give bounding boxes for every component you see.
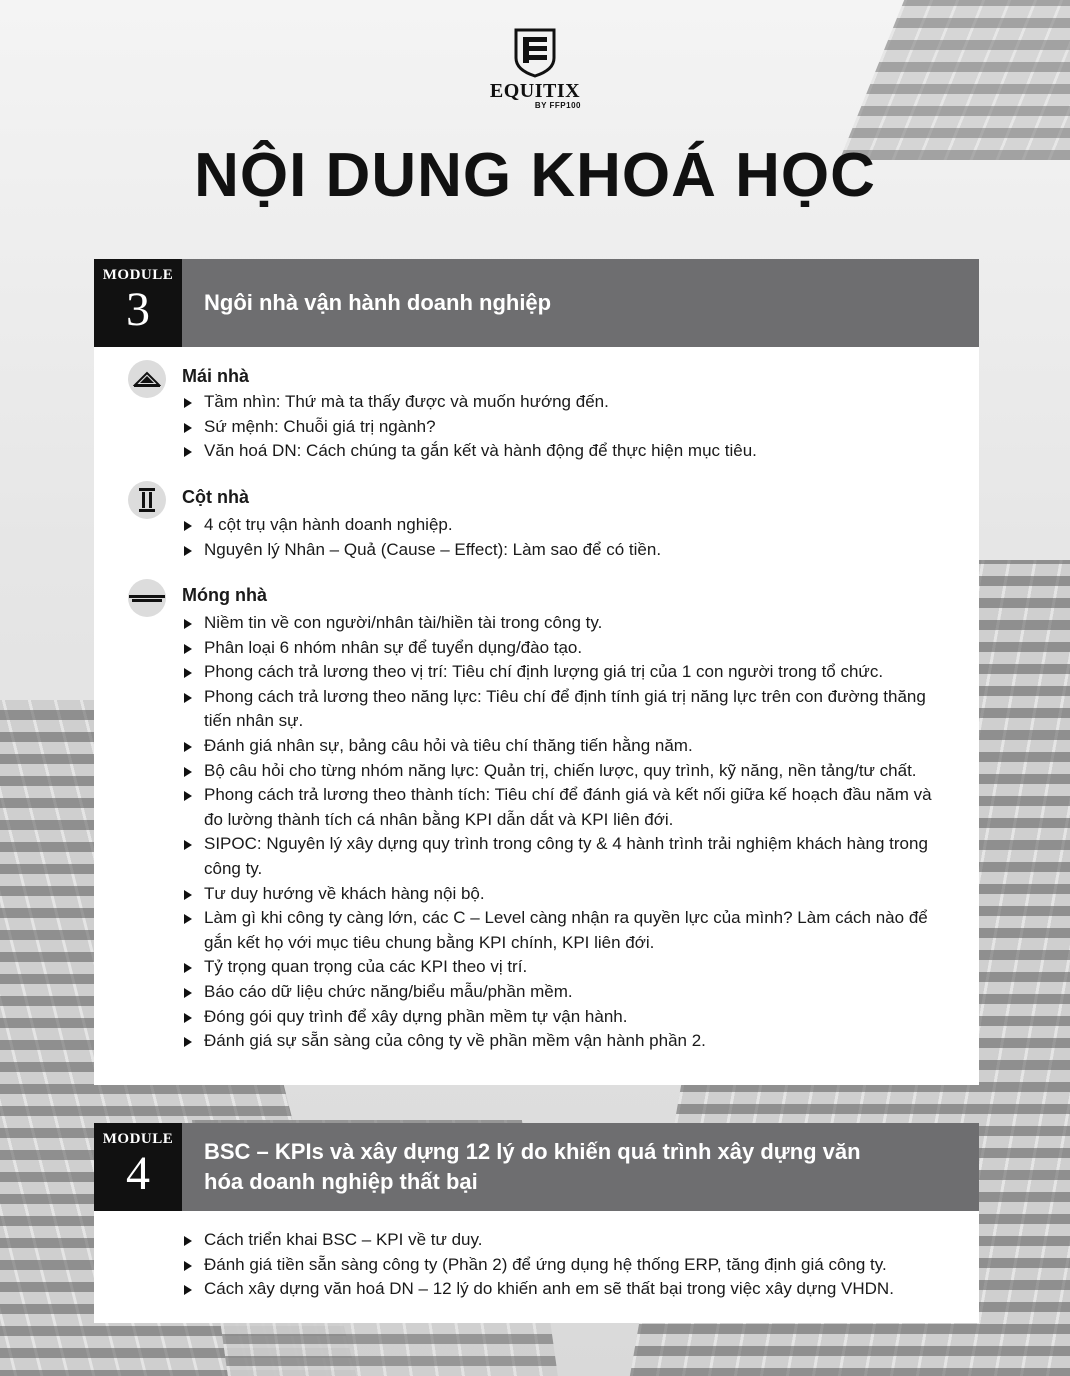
module-4-list xyxy=(182,1228,949,1302)
list-item: Báo cáo dữ liệu chức năng/biểu mẫu/phần mềm. xyxy=(182,980,949,1005)
module-3-header xyxy=(94,259,979,347)
section-title: Móng nhà xyxy=(182,585,267,605)
equitix-logo xyxy=(485,28,585,124)
foundation-list xyxy=(182,611,949,1054)
shield-logo-icon xyxy=(513,28,557,78)
roof-list xyxy=(182,390,949,464)
module-label: MODULE xyxy=(102,1131,174,1147)
list-item: Đánh giá tiền sẵn sàng công ty (Phần 2) để ứng dụng hệ thống ERP, tăng định giá công ty. xyxy=(182,1253,949,1278)
list-item: Niềm tin về con người/nhân tài/hiền tài trong công ty. xyxy=(182,611,949,636)
pillar-icon xyxy=(128,481,166,519)
page-title: NỘI DUNG KHOÁ HỌC xyxy=(194,141,876,210)
logo-wordmark: EQUITIX xyxy=(489,80,581,102)
list-item: Cách xây dựng văn hoá DN – 12 lý do khiến anh em sẽ thất bại trong việc xây dựng VHDN. xyxy=(182,1277,949,1302)
list-item: Tư duy hướng về khách hàng nội bộ. xyxy=(182,882,949,907)
module-4-card xyxy=(94,1123,979,1323)
module-title: BSC – KPIs và xây dựng 12 lý do khiến quá trình xây dựng văn hóa doanh nghiệp thất bại xyxy=(204,1139,861,1194)
logo-subtitle: BY FFP100 xyxy=(534,101,581,110)
list-item: Làm gì khi công ty càng lớn, các C – Level càng nhận ra quyền lực của mình? Làm cách nào để gắn kết họ với mục tiêu chung bằng KPI chính, KPI liên đới. xyxy=(182,906,949,955)
section-title: Mái nhà xyxy=(182,366,250,386)
list-item: 4 cột trụ vận hành doanh nghiệp. xyxy=(182,513,949,538)
list-item: Bộ câu hỏi cho từng nhóm năng lực: Quản trị, chiến lược, quy trình, kỹ năng, nền tảng/tư chất. xyxy=(182,759,949,784)
list-item: Tầm nhìn: Thứ mà ta thấy được và muốn hướng đến. xyxy=(182,390,949,415)
list-item: Tỷ trọng quan trọng của các KPI theo vị trí. xyxy=(182,955,949,980)
roof-icon xyxy=(128,360,166,398)
list-item: Sứ mệnh: Chuỗi giá trị ngành? xyxy=(182,415,949,440)
module-badge xyxy=(94,1123,182,1211)
module-4-header xyxy=(94,1123,979,1211)
list-item: Cách triển khai BSC – KPI về tư duy. xyxy=(182,1228,949,1253)
list-item: SIPOC: Nguyên lý xây dựng quy trình trong công ty & 4 hành trình trải nghiệm khách hàng trong công ty. xyxy=(182,832,949,881)
list-item: Phong cách trả lương theo thành tích: Tiêu chí để đánh giá và kết nối giữa kế hoạch đầu năm và đo lường thành tích cá nhân bằng KPI dẫn dắt và KPI liên đới. xyxy=(182,783,949,832)
pillar-list xyxy=(182,513,949,562)
module-title: Ngôi nhà vận hành doanh nghiệp xyxy=(204,290,552,315)
list-item: Đánh giá nhân sự, bảng câu hỏi và tiêu chí thăng tiến hằng năm. xyxy=(182,734,949,759)
list-item: Phân loại 6 nhóm nhân sự để tuyển dụng/đào tạo. xyxy=(182,636,949,661)
module-number: 3 xyxy=(126,283,150,336)
section-title: Cột nhà xyxy=(182,487,249,507)
list-item: Phong cách trả lương theo năng lực: Tiêu chí để định tính giá trị năng lực trên con đường thăng tiến nhân sự. xyxy=(182,685,949,734)
module-label: MODULE xyxy=(102,267,174,283)
list-item: Đánh giá sự sẵn sàng của công ty về phần mềm vận hành phần 2. xyxy=(182,1029,949,1054)
list-item: Văn hoá DN: Cách chúng ta gắn kết và hành động để thực hiện mục tiêu. xyxy=(182,439,949,464)
list-item: Phong cách trả lương theo vị trí: Tiêu chí định lượng giá trị của 1 con người trong tổ chức. xyxy=(182,660,949,685)
foundation-icon xyxy=(128,579,166,617)
module-3-card xyxy=(94,259,979,1085)
module-badge xyxy=(94,259,182,347)
module-number: 4 xyxy=(126,1147,150,1200)
list-item: Nguyên lý Nhân – Quả (Cause – Effect): Làm sao để có tiền. xyxy=(182,538,949,563)
list-item: Đóng gói quy trình để xây dựng phần mềm tự vận hành. xyxy=(182,1005,949,1030)
